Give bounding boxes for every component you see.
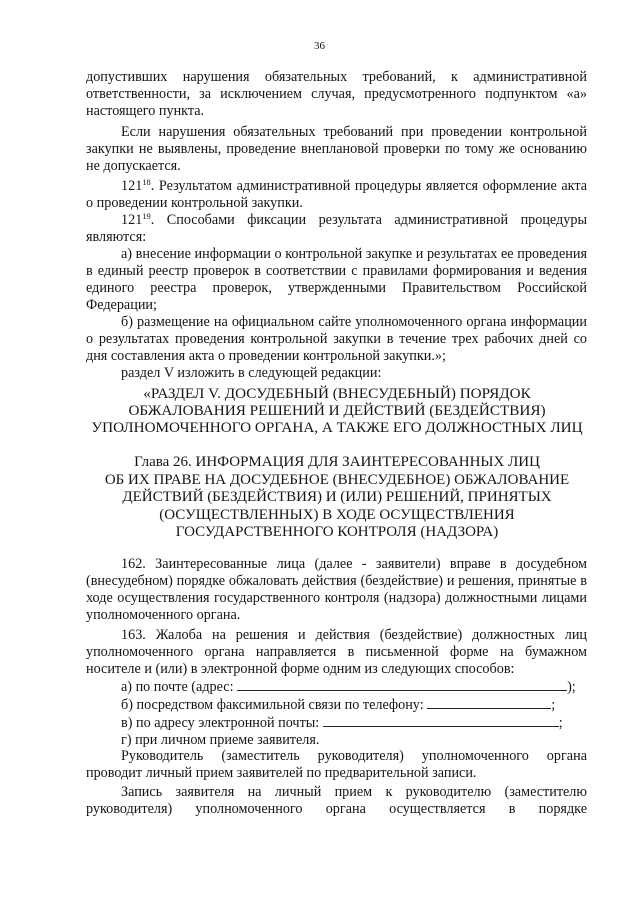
- email-blank: [323, 714, 559, 727]
- item-text: . Результатом административной процедуры является оформление акта о проведении контрольной закупки.: [86, 178, 587, 211]
- section-title-line: УПОЛНОМОЧЕННОГО ОРГАНА, А ТАКЖЕ ЕГО ДОЛЖНОСТНЫХ ЛИЦ: [91, 419, 583, 436]
- address-blank: [237, 678, 567, 691]
- phone-blank: [427, 696, 551, 709]
- section-intro: раздел V изложить в следующей редакции:: [121, 365, 382, 381]
- paragraph-121-19: [86, 212, 587, 246]
- chapter-title-line: ОБ ИХ ПРАВЕ НА ДОСУДЕБНОЕ (ВНЕСУДЕБНОЕ) ОБЖАЛОВАНИЕ: [104, 471, 570, 488]
- paragraph-record: Запись заявителя на личный прием к руководителю (заместителю руководителя) уполномоченного органа осуществляется в порядке: [86, 784, 587, 817]
- chapter-title-line: Глава 26. ИНФОРМАЦИЯ ДЛЯ ЗАИНТЕРЕСОВАННЫХ ЛИЦ: [134, 454, 540, 470]
- section-title: [82, 385, 592, 436]
- paragraph-162: 162. Заинтересованные лица (далее - заявители) вправе в досудебном (внесудебном) порядке обжаловать действия (бездействие) и решения, принятые в ходе осуществления государственного контроля (надзора) должностными лицами уполномоченного органа.: [86, 556, 587, 623]
- list-item-a: а) по почте (адрес: );: [121, 679, 576, 695]
- list-item-b: б) посредством факсимильной связи по телефону: ;: [121, 697, 556, 713]
- page-number: 36: [314, 40, 325, 52]
- section-title-line: ОБЖАЛОВАНИЯ РЕШЕНИЙ И ДЕЙСТВИЙ (БЕЗДЕЙСТВИЯ): [128, 402, 546, 419]
- list-163: [86, 678, 587, 749]
- item-number: 121: [121, 178, 143, 194]
- paragraph-163: 163. Жалоба на решения и действия (бездействие) должностных лиц уполномоченного органа направляется в письменной форме на бумажном носителе и (или) в электронной форме одним из следующих способов:: [86, 627, 587, 677]
- chapter-title-line: ДЕЙСТВИЙ (БЕЗДЕЙСТВИЯ) И (ИЛИ) РЕШЕНИЙ, ПРИНЯТЫХ: [122, 489, 552, 505]
- chapter-title-line: ГОСУДАРСТВЕННОГО КОНТРОЛЯ (НАДЗОРА): [175, 524, 499, 540]
- item-number: 121: [121, 212, 143, 228]
- chapter-title-line: (ОСУЩЕСТВЛЕННЫХ) В ХОДЕ ОСУЩЕСТВЛЕНИЯ: [159, 506, 515, 523]
- section-title-line: «РАЗДЕЛ V. ДОСУДЕБНЫЙ (ВНЕСУДЕБНЫЙ) ПОРЯДОК: [143, 385, 531, 402]
- item-text: . Способами фиксации результата административной процедуры являются:: [86, 212, 587, 245]
- subitem-b: б) размещение на официальном сайте уполномоченного органа информации о результатах проведения контрольной закупки в течение трех рабочих дней со дня составления акта о проведении контрольной закупки.»;: [86, 314, 587, 364]
- chapter-title: [92, 454, 582, 542]
- list-item-d: г) при личном приеме заявителя.: [121, 732, 320, 748]
- paragraph-continuation: допустивших нарушения обязательных требований, к административной ответственности, за исключением случая, предусмотренного подпунктом «а» настоящего пункта.: [86, 69, 587, 119]
- subitem-a: а) внесение информации о контрольной закупке и результатах ее проведения в единый реестр проверок в соответствии с правилами формирования и ведения единого реестра проверок, утвержденными Правительством Российской Федерации;: [86, 246, 587, 313]
- list-item-c: в) по адресу электронной почты: ;: [121, 715, 563, 731]
- paragraph-head-reception: Руководитель (заместитель руководителя) уполномоченного органа проводит личный прием заявителей по предварительной записи.: [86, 748, 587, 781]
- paragraph-no-violations: Если нарушения обязательных требований при проведении контрольной закупки не выявлены, проведение внеплановой проверки по тому же основанию не допускается.: [86, 124, 587, 174]
- paragraph-121-18: [86, 178, 587, 212]
- item-superscript: 18: [142, 177, 151, 187]
- item-superscript: 19: [142, 211, 151, 221]
